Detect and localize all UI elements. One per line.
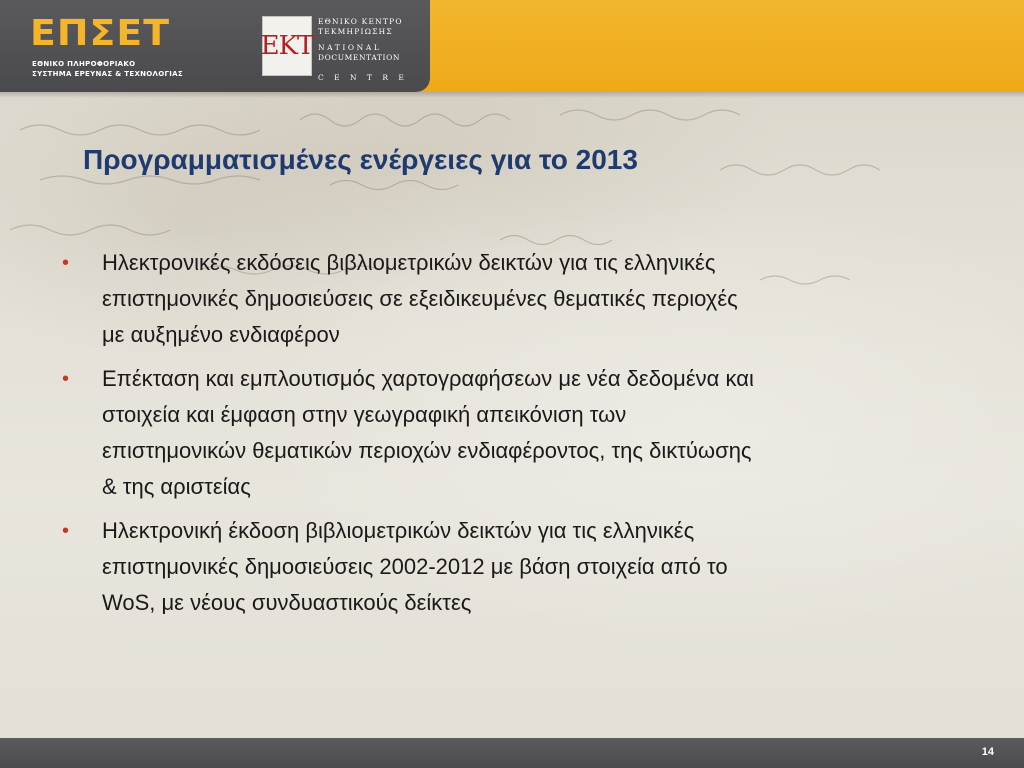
ekt-english-line1: NATIONAL bbox=[318, 43, 382, 52]
footer-bar bbox=[0, 738, 1024, 768]
header-shadow bbox=[0, 92, 1024, 98]
ekt-english-line3: C E N T R E bbox=[318, 73, 408, 82]
epset-subtitle-line2: ΣΥΣΤΗΜΑ ΕΡΕΥΝΑΣ & ΤΕΧΝΟΛΟΓΙΑΣ bbox=[32, 70, 183, 78]
bullet-text: Ηλεκτρονική έκδοση βιβλιομετρικών δεικτών για τις ελληνικές επιστημονικές δημοσιεύσεις 2002-2012 με βάση στοιχεία από το WoS, με νέους συνδυαστικούς δείκτες bbox=[102, 518, 728, 615]
ekt-greek-line1: ΕΘΝΙΚΟ ΚΕΝΤΡΟ bbox=[318, 17, 403, 26]
ekt-greek-line2: ΤΕΚΜΗΡΙΩΣΗΣ bbox=[318, 27, 393, 36]
bullet-marker: • bbox=[62, 252, 70, 274]
bullet-marker: • bbox=[62, 520, 70, 542]
bullet-text: Ηλεκτρονικές εκδόσεις βιβλιομετρικών δεικτών για τις ελληνικές επιστημονικές δημοσιεύσεις σε εξειδικευμένες θεματικές περιοχές με αυξημένο ενδιαφέρον bbox=[102, 250, 738, 347]
ekt-emblem bbox=[262, 16, 312, 76]
bullet-item bbox=[62, 513, 992, 621]
slide-title: Προγραμματισμένες ενέργειες για το 2013 bbox=[83, 144, 638, 175]
bullet-marker: • bbox=[62, 368, 70, 390]
bullet-list bbox=[62, 245, 992, 629]
bullet-text: Επέκταση και εμπλουτισμός χαρτογραφήσεων με νέα δεδομένα και στοιχεία και έμφαση στην γεωγραφική απεικόνιση των επιστημονικών θεματικών περιοχών ενδιαφέροντος, της δικτύωσης & της αριστείας bbox=[102, 366, 754, 499]
page-number: 14 bbox=[981, 746, 994, 758]
epset-subtitle-line1: ΕΘΝΙΚΟ ΠΛΗΡΟΦΟΡΙΑΚΟ bbox=[32, 60, 136, 68]
bullet-item bbox=[62, 361, 992, 505]
bullet-item bbox=[62, 245, 992, 353]
epset-wordmark: ΕΠΣΕΤ bbox=[30, 13, 171, 54]
ekt-logo bbox=[260, 16, 422, 82]
ekt-english-line2: DOCUMENTATION bbox=[318, 53, 401, 62]
epset-logo bbox=[30, 14, 230, 84]
ekt-letters: ΕΚΤ bbox=[260, 31, 314, 61]
